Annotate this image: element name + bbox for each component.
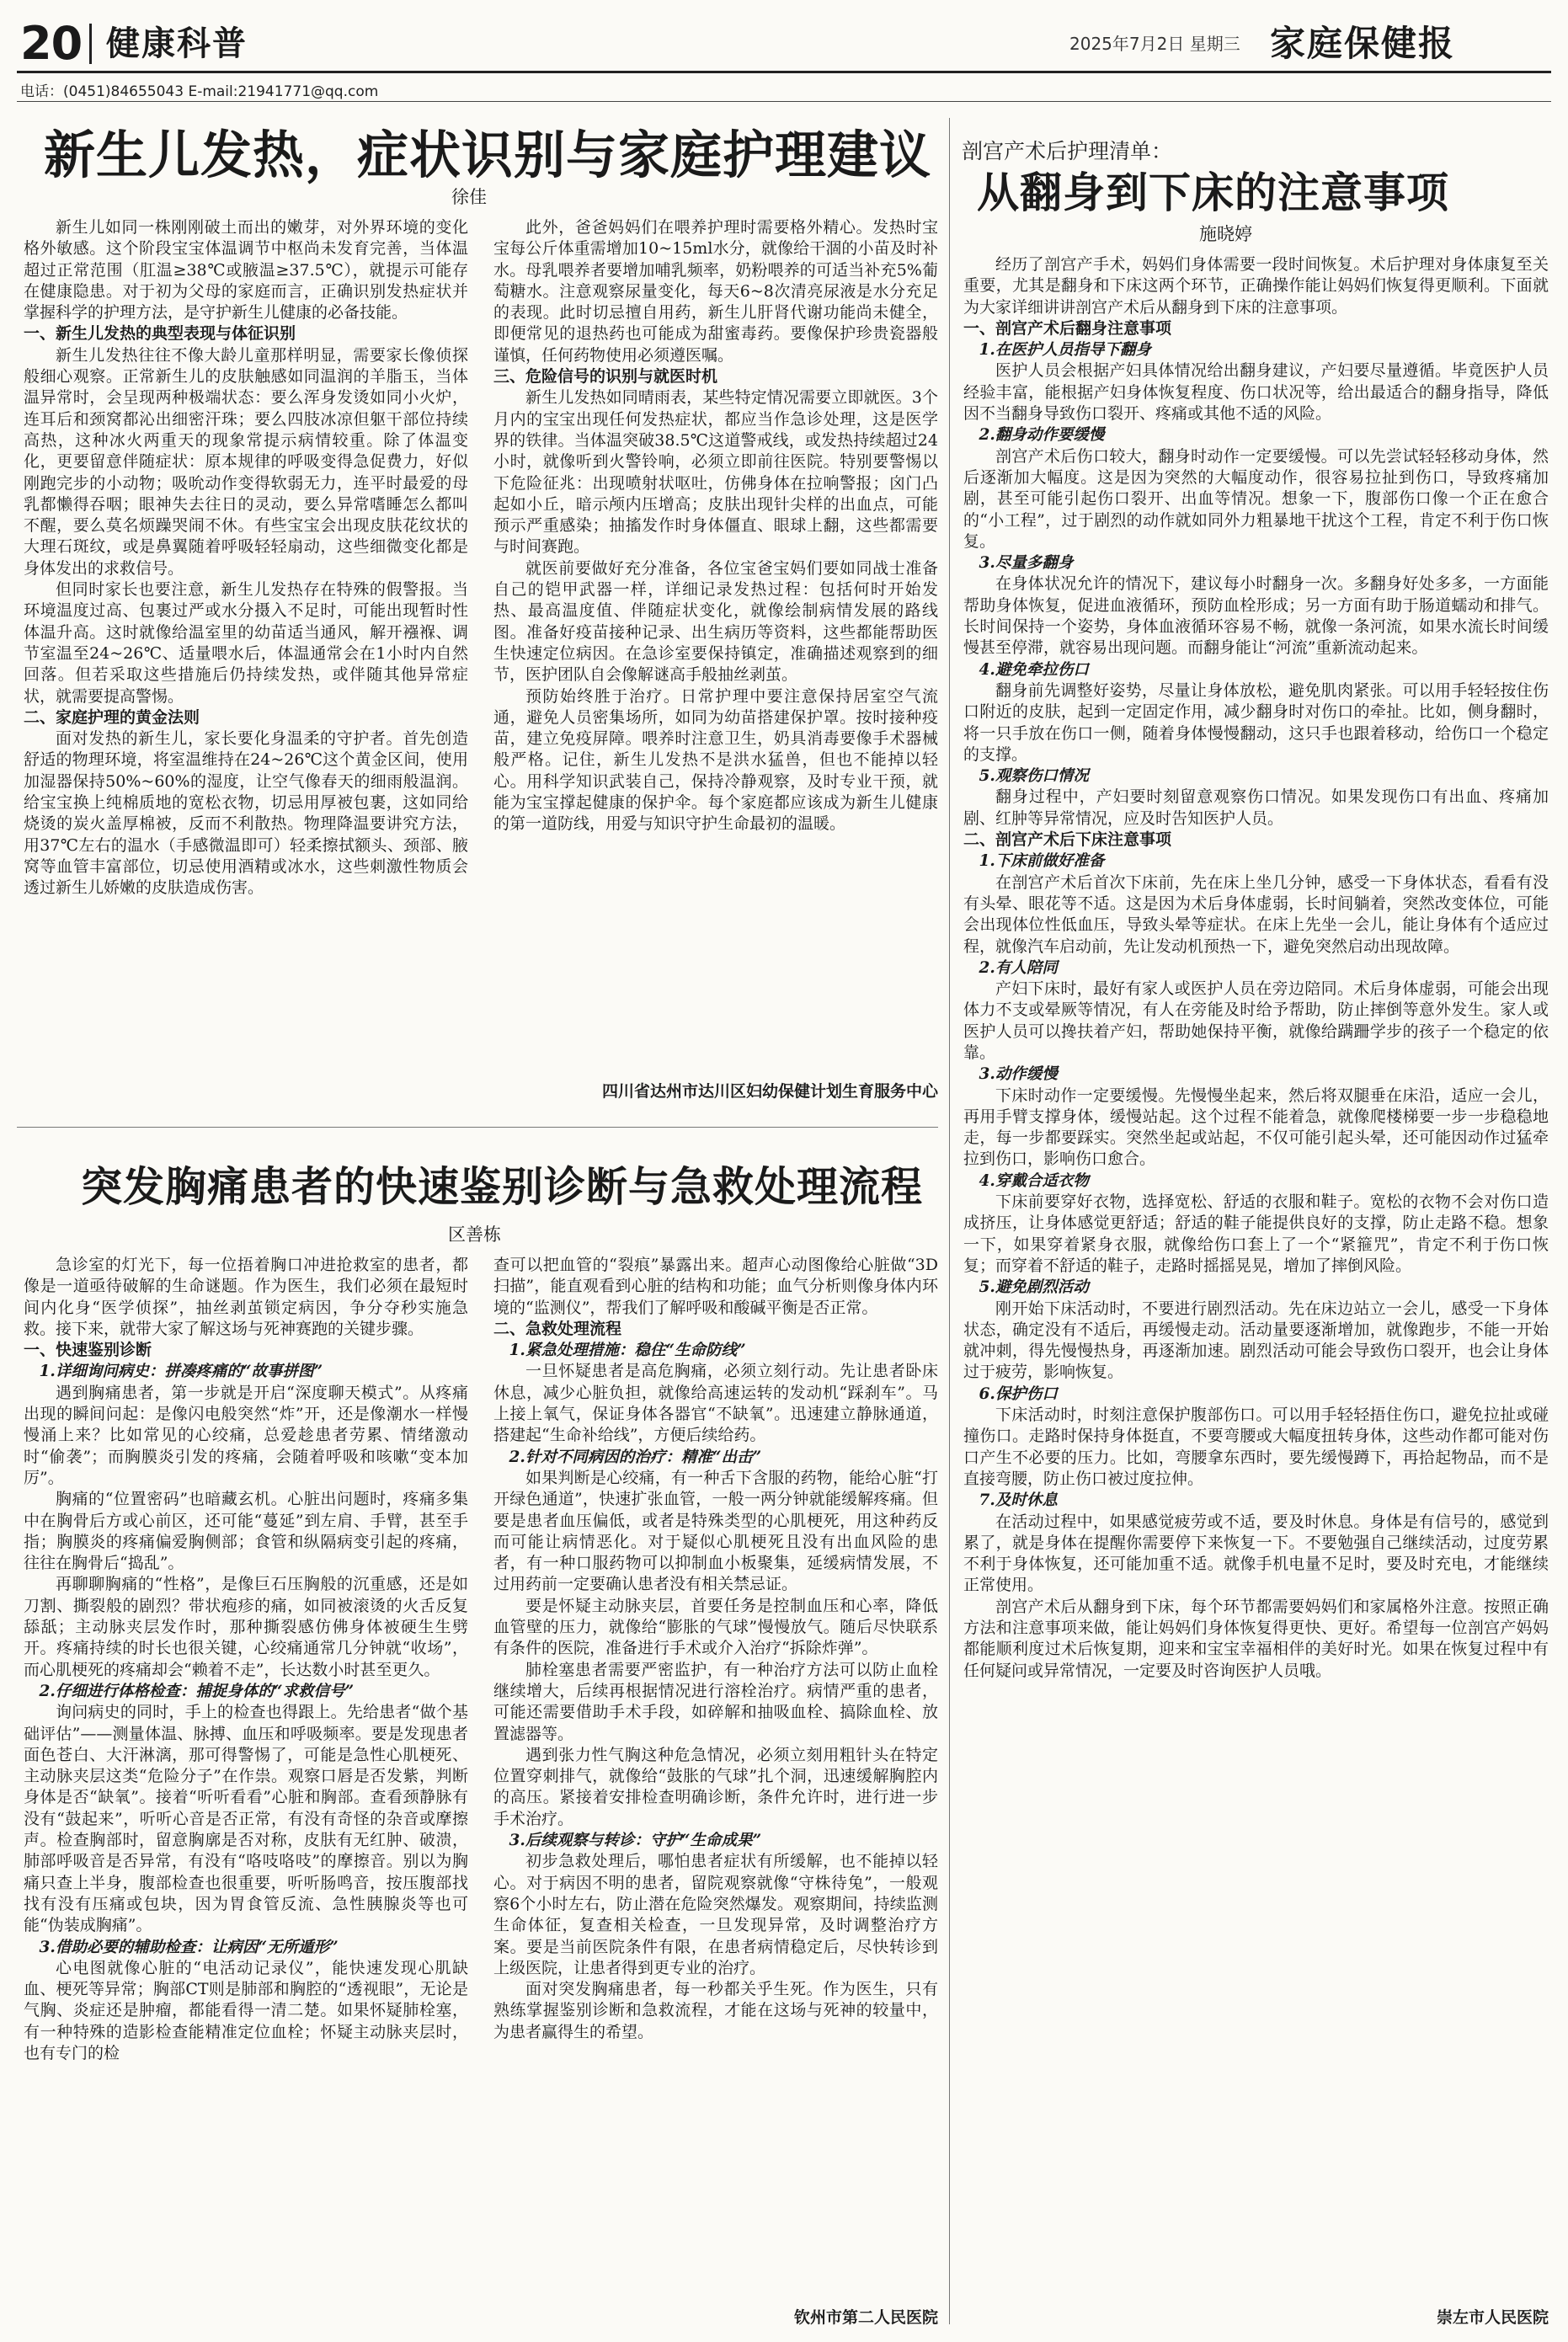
body-paragraph: 肺栓塞患者需要严密监护，有一种治疗方法可以防止血栓继续增大，后续再根据情况进行溶栓治疗。病情严重的患者，可能还需要借助手术手段，如碎解和抽吸血栓、搞除血栓、放置滤器等。 <box>493 1660 938 1743</box>
article3-kicker: 剖宫产术后护理清单： <box>962 139 1173 163</box>
article2-source: 钦州市第二人民医院 <box>793 2308 938 2327</box>
subsection-heading: 1.紧急处理措施：稳住“生命防线” <box>509 1342 746 1360</box>
page-number: 20 <box>20 17 83 70</box>
body-paragraph: 在剖宫产术后首次下床前，先在床上坐几分钟，感受一下身体状态，看看有没有头晕、眼花等不适。这是因为术后身体虚弱，长时间躺着，突然改变体位，可能会出现体位性低血压，导致头晕等症状。在床上先坐一会儿，能让身体有个适应过程，就像汽车启动前，先让发动机预热一下，避免突然启动出现故障。 <box>963 872 1549 956</box>
section-heading: 二、急救处理流程 <box>493 1319 622 1338</box>
article1-title: 新生儿发热，症状识别与家庭护理建议 <box>44 125 932 185</box>
section-heading: 二、家庭护理的黄金法则 <box>24 707 200 727</box>
article3-title: 从翻身到下床的注意事项 <box>977 168 1449 217</box>
subsection-heading: 3.动作缓慢 <box>979 1065 1058 1084</box>
body-paragraph: 剖宫产术后伤口较大，翻身时动作一定要缓慢。可以先尝试轻轻移动身体，然后逐渐加大幅度。这是因为突然的大幅度动作，很容易拉扯到伤口，导致疼痛加剧，甚至可能引起伤口裂开、出血等情况。想象一下，腹部伤口像一个正在愈合的“小工程”，过于剧烈的动作就如同外力粗暴地干扰这个工程，肯定不利于伤口恢复。 <box>963 446 1549 551</box>
subsection-heading: 2.仔细进行体格检查：捕捉身体的“求救信号” <box>39 1682 355 1700</box>
body-paragraph: 翻身过程中，产妇要时刻留意观察伤口情况。如果发现伤口有出血、疼痛加剧、红肿等异常情况，应及时告知医护人员。 <box>963 787 1549 828</box>
issue-date: 2025年7月2日 星期三 <box>1069 34 1240 54</box>
subsection-heading: 3.借助必要的辅助检查：让病因“无所遁形” <box>39 1938 339 1956</box>
body-paragraph: 询问病史的同时，手上的检查也得跟上。先给患者“做个基础评估”——测量体温、脉搏、血压和呼吸频率。要是发现患者面色苍白、大汗淋漓，那可得警惕了，可能是急性心肌梗死、主动脉夹层这类“危险分子”在作祟。观察口唇是否发紫，判断身体是否“缺氧”。接着“听听看看”心脏和胸部。查看颈静脉有没有“鼓起来”，听听心音是否正常，有没有奇怪的杂音或摩擦声。检查胸部时，留意胸廓是否对称，皮肤有无红肿、破溃，肺部呼吸音是否异常，有没有“咯吱咯吱”的摩擦音。别以为胸痛只查上半身，腹部检查也很重要，听听肠鸣音，按压腹部找找有没有压痛或包块，因为胃食管反流、急性胰腺炎等也可能“伪装成胸痛”。 <box>24 1703 468 1935</box>
body-paragraph: 在活动过程中，如果感觉疲劳或不适，要及时休息。身体是有信号的，感觉到累了，就是身体在提醒你需要停下来恢复一下。不要勉强自己继续活动，过度劳累不利于身体恢复，还可能加重不适。就像手机电量不足时，要及时充电，才能继续正常使用。 <box>963 1512 1549 1595</box>
masthead-divider <box>89 24 92 64</box>
subsection-heading: 1.在医护人员指导下翻身 <box>979 341 1151 360</box>
subsection-heading: 3.后续观察与转诊：守护“生命成果” <box>509 1832 762 1850</box>
body-paragraph: 新生儿发热往往不像大龄儿童那样明显，需要家长像侦探般细心观察。正常新生儿的皮肤触感如同温润的羊脂玉，当体温异常时，会呈现两种极端状态：要么浑身发烫如同小火炉，连耳后和颈窝都沁出细密汗珠；要么四肢冰凉但躯干部位持续高热，这种冰火两重天的现象常提示病情较重。除了体温变化，更要留意伴随症状：原本规律的呼吸变得急促费力，好似刚跑完步的小动物；吸吮动作变得软弱无力，连平时最爱的母乳都懒得吞咽；眼神失去往日的灵动，要么异常嗜睡怎么都叫不醒，要么莫名烦躁哭闹不休。有些宝宝会出现皮肤花纹状的大理石斑纹，或是鼻翼随着呼吸轻轻扇动，这些细微变化都是身体发出的求救信号。 <box>24 345 468 578</box>
article1-column-1 <box>24 217 468 1102</box>
body-paragraph: 新生儿如同一株刚刚破土而出的嫩芽，对外界环境的变化格外敏感。这个阶段宝宝体温调节中枢尚未发育完善，当体温超过正常范围（肛温≥38℃或腋温≥37.5℃），就提示可能存在健康隐患。对于初为父母的家庭而言，正确识别发热症状并掌握科学的护理方法，是守护新生儿健康的必备技能。 <box>24 218 468 323</box>
body-paragraph: 查可以把血管的“裂痕”暴露出来。超声心动图像给心脏做“3D扫描”，能直观看到心脏的结构和功能；血气分析则像身体内环境的“监测仪”，帮我们了解呼吸和酸碱平衡是否正常。 <box>493 1256 938 1317</box>
body-paragraph: 预防始终胜于治疗。日常护理中要注意保持居室空气流通，避免人员密集场所，如同为幼苗搭建保护罩。按时接种疫苗，建立免疫屏障。喂养时注意卫生，奶具消毒要像手术器械般严格。记住，新生儿发热不是洪水猛兽，但也不能掉以轻心。用科学知识武装自己，保持冷静观察，及时专业干预，就能为宝宝撑起健康的保护伞。每个家庭都应该成为新生儿健康的第一道防线，用爱与知识守护生命最初的温暖。 <box>493 686 938 834</box>
contact-rule <box>17 101 1551 102</box>
section-heading: 一、剖宫产术后翻身注意事项 <box>963 318 1172 338</box>
body-paragraph: 产妇下床时，最好有家人或医护人员在旁边陪同。术后身体虚弱，可能会出现体力不支或晕厥等情况，有人在旁能及时给予帮助，防止摔倒等意外发生。家人或医护人员可以搀扶着产妇，帮助她保持平衡，就像给蹒跚学步的孩子一个稳定的依靠。 <box>963 979 1549 1062</box>
body-paragraph: 剖宫产术后从翻身到下床，每个环节都需要妈妈们和家属格外注意。按照正确方法和注意事项来做，能让妈妈们身体恢复得更快、更好。希望每一位剖宫产妈妈都能顺利度过术后恢复期，迎来和宝宝幸福相伴的美好时光。如果在恢复过程中有任何疑问或异常情况，一定要及时咨询医护人员哦。 <box>963 1597 1549 1680</box>
body-paragraph: 一旦怀疑患者是高危胸痛，必须立刻行动。先让患者卧床休息，减少心脏负担，就像给高速运转的发动机“踩刹车”。马上接上氧气，保证身体各器官“不缺氧”。迅速建立静脉通道，搭建起“生命补给线”，方便后续给药。 <box>493 1362 938 1445</box>
contact-line: 电话：(0451)84655043 E-mail:21941771@qq.com <box>20 83 379 100</box>
article3-body <box>963 254 1549 2301</box>
subsection-heading: 1.下床前做好准备 <box>979 852 1105 871</box>
article3-source: 崇左市人民医院 <box>1436 2308 1549 2327</box>
column-separator <box>949 118 950 2324</box>
subsection-heading: 7.及时休息 <box>979 1491 1058 1510</box>
article2-column-1 <box>24 1255 468 2324</box>
article1-author: 徐佳 <box>451 187 487 207</box>
body-paragraph: 心电图就像心脏的“电活动记录仪”，能快速发现心肌缺血、梗死等异常；胸部CT则是肺部和胸腔的“透视眼”，无论是气胸、炎症还是肿瘤，都能看得一清二楚。如果怀疑肺栓塞，有一种特殊的造影检查能精准定位血栓；怀疑主动脉夹层时，也有专门的检 <box>24 1958 468 2062</box>
body-paragraph: 要是怀疑主动脉夹层，首要任务是控制血压和心率，降低血管壁的压力，就像给“膨胀的气球”慢慢放气。随后尽快联系有条件的医院，准备进行手术或介入治疗“拆除炸弹”。 <box>493 1596 938 1658</box>
body-paragraph: 此外，爸爸妈妈们在喂养护理时需要格外精心。发热时宝宝每公斤体重需增加10~15ml水分，就像给干涸的小苗及时补水。母乳喂养者要增加哺乳频率，奶粉喂养的可适当补充5%葡萄糖水。注意观察尿量变化，每天6~8次清亮尿液是水分充足的表现。此时切忌擅自用药，新生儿肝肾代谢功能尚未健全，即便常见的退热药也可能成为甜蜜毒药。要像保护珍贵瓷器般谨慎，任何药物使用必须遵医嘱。 <box>493 218 938 365</box>
article2-column-2 <box>493 1255 938 2297</box>
article-separator <box>17 1127 938 1128</box>
article1-source: 四川省达州市达川区妇幼保健计划生育服务中心 <box>601 1082 938 1101</box>
article2-author: 区善栋 <box>448 1224 501 1245</box>
subsection-heading: 3.尽量多翻身 <box>979 554 1074 573</box>
section-heading: 二、剖宫产术后下床注意事项 <box>963 830 1172 850</box>
body-paragraph: 下床时动作一定要缓慢。先慢慢坐起来，然后将双腿垂在床沿，适应一会儿，再用手臂支撑身体，缓慢站起。这个过程不能着急，就像爬楼梯要一步一步稳稳地走，每一步都要踩实。突然坐起或站起，不仅可能引起头晕，还可能因动作过猛牵拉到伤口，影响伤口愈合。 <box>963 1086 1549 1169</box>
body-paragraph: 新生儿发热如同晴雨表，某些特定情况需要立即就医。3个月内的宝宝出现任何发热症状，都应当作急诊处理，这是医学界的铁律。当体温突破38.5℃这道警戒线，或发热持续超过24小时，就像听到火警铃响，必须立即前往医院。特别要警惕以下危险征兆：出现喷射状呕吐，仿佛身体在拉响警报；囟门凸起如小丘，暗示颅内压增高；皮肤出现针尖样的出血点，可能预示严重感染；抽搐发作时身体僵直、眼球上翻，这些都需要与时间赛跑。 <box>493 388 938 557</box>
body-paragraph: 面对突发胸痛患者，每一秒都关乎生死。作为医生，只有熟练掌握鉴别诊断和急救流程，才能在这场与死神的较量中，为患者赢得生的希望。 <box>493 1980 938 2041</box>
body-paragraph: 下床前要穿好衣物，选择宽松、舒适的衣服和鞋子。宽松的衣物不会对伤口造成挤压，让身体感觉更舒适；舒适的鞋子能提供良好的支撑，防止走路不稳。想象一下，如果穿着紧身衣服，就像给伤口套上了一个“紧箍咒”，肯定不利于伤口恢复；而穿着不舒适的鞋子，走路时摇摇晃晃，增加了摔倒风险。 <box>963 1192 1549 1275</box>
body-paragraph: 在身体状况允许的情况下，建议每小时翻身一次。多翻身好处多多，一方面能帮助身体恢复，促进血液循环，预防血栓形成；另一方面有助于肠道蠕动和排气。长时间保持一个姿势，身体血液循环容易不畅，就像一条河流，如果水流长时间缓慢甚至停滞，就容易出现问题。而翻身能让“河流”重新流动起来。 <box>963 574 1549 658</box>
body-paragraph: 胸痛的“位置密码”也暗藏玄机。心脏出问题时，疼痛多集中在胸骨后方或心前区，还可能“蔓延”到左肩、手臂，甚至手指；胸膜炎的疼痛偏爱胸侧部；食管和纵隔病变引起的疼痛，往往在胸骨后“捣乱”。 <box>24 1490 468 1573</box>
body-paragraph: 下床活动时，时刻注意保护腹部伤口。可以用手轻轻捂住伤口，避免拉扯或碰撞伤口。走路时保持身体挺直，不要弯腰或大幅度扭转身体，这些动作都可能对伤口产生不必要的压力。比如，弯腰拿东西时，要先缓慢蹲下，再拾起物品，而不是直接弯腰，防止伤口被过度拉伸。 <box>963 1406 1549 1488</box>
article1-column-2 <box>493 217 938 1068</box>
subsection-heading: 4.穿戴合适衣物 <box>979 1171 1089 1190</box>
subsection-heading: 2.针对不同病因的治疗：精准“出击” <box>509 1448 762 1466</box>
subsection-heading: 5.避免剧烈活动 <box>979 1278 1089 1297</box>
body-paragraph: 初步急救处理后，哪怕患者症状有所缓解，也不能掉以轻心。对于病因不明的患者，留院观察就像“守株待兔”，一般观察6个小时左右，防止潜在危险突然爆发。观察期间，持续监测生命体征，复查相关检查，一旦发现异常，及时调整治疗方案。要是当前医院条件有限，在患者病情稳定后，尽快转诊到上级医院，让患者得到更专业的治疗。 <box>493 1852 938 1977</box>
subsection-heading: 2.翻身动作要缓慢 <box>979 426 1105 445</box>
body-paragraph: 翻身前先调整好姿势，尽量让身体放松，避免肌肉紧张。可以用手轻轻按住伤口附近的皮肤，起到一定固定作用，减少翻身时对伤口的牵扯。比如，侧身翻时，将一只手放在伤口一侧，随着身体慢慢翻动，这只手也跟着移动，给伤口一个稳定的支撑。 <box>963 680 1549 764</box>
body-paragraph: 就医前要做好充分准备，各位宝爸宝妈们要如同战士准备自己的铠甲武器一样，详细记录发热过程：包括何时开始发热、最高温度值、伴随症状变化，就像绘制病情发展的路线图。准备好疫苗接种记录、出生病历等资料，这些都能帮助医生快速定位病因。在急诊室要保持镇定，准确描述观察到的细节，医护团队自会像解谜高手般抽丝剥茧。 <box>493 558 938 685</box>
body-paragraph: 但同时家长也要注意，新生儿发热存在特殊的假警报。当环境温度过高、包裹过严或水分摄入不足时，可能出现暂时性体温升高。这时就像给温室里的幼苗适当通风，解开襁褓、调节室温至24~26℃、适量喂水后，体温通常会在1小时内自然回落。但若采取这些措施后仍持续发热，或伴随其他异常症状，就需要提高警惕。 <box>24 580 468 706</box>
body-paragraph: 如果判断是心绞痛，有一种舌下含服的药物，能给心脏“打开绿色通道”，快速扩张血管，一般一两分钟就能缓解疼痛。但要是患者血压偏低，或者是特殊类型的心肌梗死，用这种药反而可能让病情恶化。对于疑似心肌梗死且没有出血风险的患者，有一种口服药物可以抑制血小板聚集，延缓病情发展，不过用药前一定要确认患者没有相关禁忌证。 <box>493 1468 938 1594</box>
subsection-heading: 4.避免牵拉伤口 <box>979 660 1089 679</box>
body-paragraph: 急诊室的灯光下，每一位捂着胸口冲进抢救室的患者，都像是一道亟待破解的生命谜题。作为医生，我们必须在最短时间内化身“医学侦探”，抽丝剥茧锁定病因，争分夺秒实施急救。接下来，就带大家了解这场与死神赛跑的关键步骤。 <box>24 1256 468 1338</box>
newspaper-name: 家庭保健报 <box>1270 23 1456 64</box>
subsection-heading: 1.详细询问病史：拼凑疼痛的“故事拼图” <box>39 1363 323 1381</box>
subsection-heading: 6.保护伤口 <box>979 1384 1058 1403</box>
section-title: 健康科普 <box>106 24 248 63</box>
masthead-rule <box>17 71 1551 73</box>
article3-author: 施晓婷 <box>1199 224 1252 244</box>
body-paragraph: 医护人员会根据产妇具体情况给出翻身建议，产妇要尽量遵循。毕竟医护人员经验丰富，能根据产妇身体恢复程度、伤口状况等，给出最适合的翻身指导，降低因不当翻身导致伤口裂开、疼痛或其他不适的风险。 <box>963 361 1549 424</box>
subsection-heading: 2.有人陪同 <box>979 958 1058 977</box>
body-paragraph: 面对发热的新生儿，家长要化身温柔的守护者。首先创造舒适的物理环境，将室温维持在24~26℃这个黄金区间，使用加湿器保持50%~60%的湿度，让空气像春天的细雨般温润。给宝宝换上纯棉质地的宽松衣物，切忌用厚被包裹，这如同给烧烫的炭火盖厚棉被，反而不利散热。物理降温要讲究方法，用37℃左右的温水（手感微温即可）轻柔擦拭额头、颈部、腋窝等血管丰富部位，切忌使用酒精或冰水，这些刺激性物质会透过新生儿娇嫩的皮肤造成伤害。 <box>24 729 468 898</box>
subsection-heading: 5.观察伤口情况 <box>979 767 1089 786</box>
section-heading: 三、危险信号的识别与就医时机 <box>493 367 718 387</box>
body-paragraph: 遇到胸痛患者，第一步就是开启“深度聊天模式”。从疼痛出现的瞬间问起：是像闪电般突然“炸”开，还是像潮水一样慢慢涌上来？比如常见的心绞痛，总爱趁患者劳累、情绪激动时“偷袭”；而胸膜炎引发的疼痛，会随着呼吸和咳嗽“变本加厉”。 <box>24 1383 468 1487</box>
body-paragraph: 再聊聊胸痛的“性格”，是像巨石压胸般的沉重感，还是如刀割、撕裂般的剧烈？带状疱疹的痛，如同被滚烫的火舌反复舔舐；主动脉夹层发作时，那种撕裂感仿佛身体被硬生生劈开。疼痛持续的时长也很关键，心绞痛通常几分钟就“收场”，而心肌梗死的疼痛却会“赖着不走”，长达数小时甚至更久。 <box>24 1575 468 1679</box>
body-paragraph: 遇到张力性气胸这种危急情况，必须立刻用粗针头在特定位置穿刺排气，就像给“鼓胀的气球”扎个洞，迅速缓解胸腔内的高压。紧接着安排检查明确诊断，条件允许时，进行进一步手术治疗。 <box>493 1745 938 1828</box>
section-heading: 一、快速鉴别诊断 <box>24 1341 152 1360</box>
body-paragraph: 刚开始下床活动时，不要进行剧烈活动。先在床边站立一会儿，感受一下身体状态，确定没有不适后，再缓慢走动。活动量要逐渐增加，就像跑步，不能一开始就冲刺，得先慢慢热身，再逐渐加速。剧烈活动可能会导致伤口裂开，也会让身体过于疲劳，影响恢复。 <box>963 1299 1549 1382</box>
article2-title: 突发胸痛患者的快速鉴别诊断与急救处理流程 <box>81 1162 924 1211</box>
section-heading: 一、新生儿发热的典型表现与体征识别 <box>24 324 296 344</box>
body-paragraph: 经历了剖宫产手术，妈妈们身体需要一段时间恢复。术后护理对身体康复至关重要，尤其是翻身和下床这两个环节，正确操作能让妈妈们恢复得更顺利。下面就为大家详细讲讲剖宫产术后从翻身到下床的注意事项。 <box>963 255 1549 317</box>
